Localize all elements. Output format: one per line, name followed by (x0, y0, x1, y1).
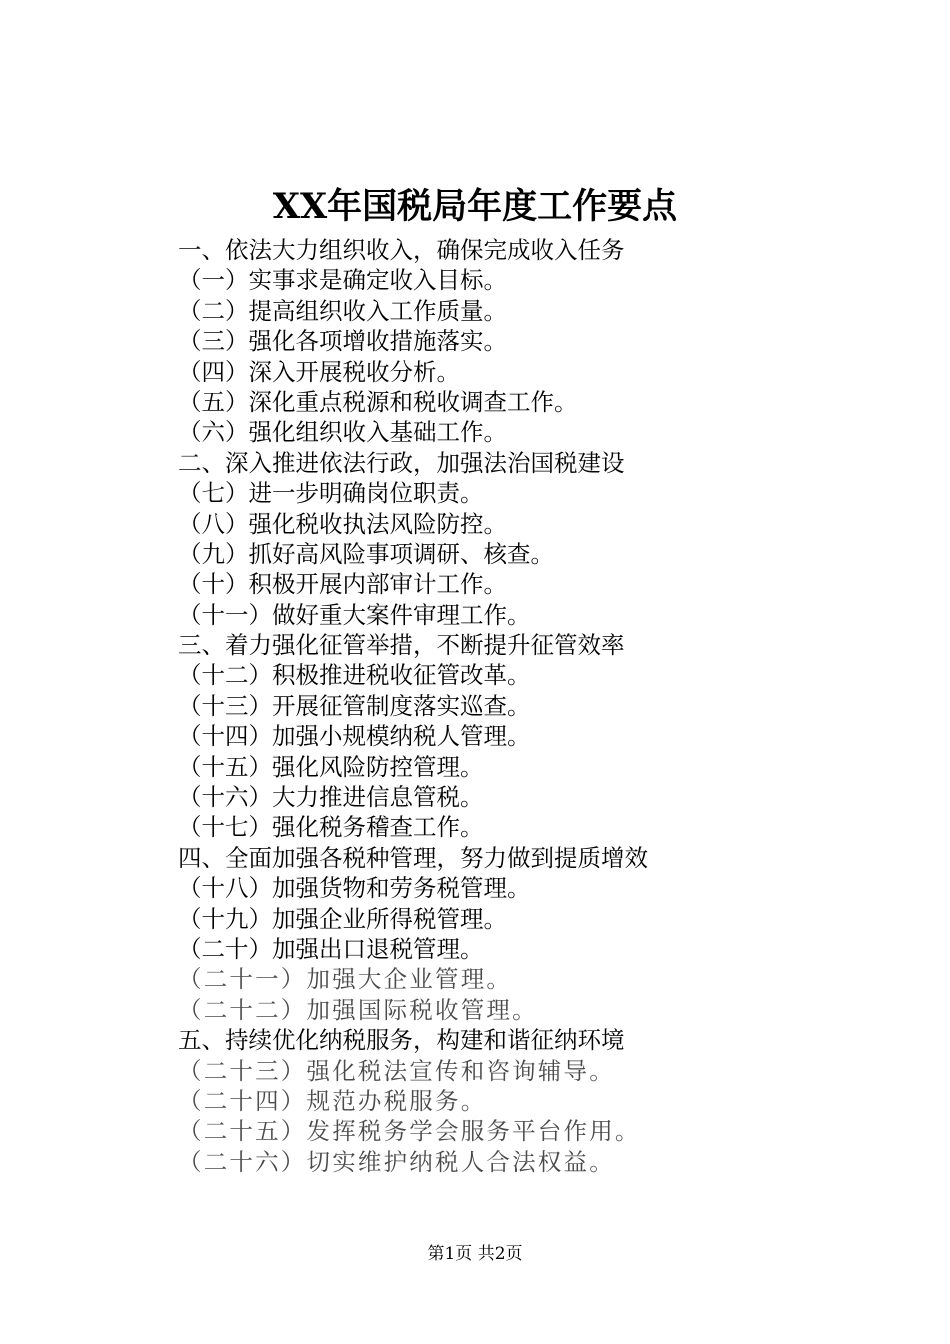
section-heading-4: 四、全面加强各税种管理，努力做到提质增效 (178, 843, 648, 872)
item-9: （九）抓好高风险事项调研、核查。 (178, 539, 554, 568)
item-25: （二十五）发挥税务学会服务平台作用。 (178, 1117, 641, 1146)
item-3: （三）强化各项增收措施落实。 (178, 327, 507, 356)
item-11: （十一）做好重大案件审理工作。 (178, 600, 531, 629)
item-12: （十二）积极推进税收征管改革。 (178, 661, 531, 690)
item-13: （十三）开展征管制度落实巡查。 (178, 691, 531, 720)
document-title: XX年国税局年度工作要点 (272, 186, 678, 227)
item-7: （七）进一步明确岗位职责。 (178, 479, 484, 508)
item-10: （十）积极开展内部审计工作。 (178, 570, 507, 599)
item-18: （十八）加强货物和劳务税管理。 (178, 874, 531, 903)
item-23: （二十三）强化税法宣传和咨询辅导。 (178, 1056, 615, 1085)
item-4: （四）深入开展税收分析。 (178, 357, 460, 386)
item-24: （二十四）规范办税服务。 (178, 1086, 487, 1115)
item-2: （二）提高组织收入工作质量。 (178, 296, 507, 325)
item-1: （一）实事求是确定收入目标。 (178, 266, 507, 295)
section-heading-3: 三、着力强化征管举措，不断提升征管效率 (178, 631, 625, 660)
section-heading-5: 五、持续优化纳税服务，构建和谐征纳环境 (178, 1026, 625, 1055)
item-6: （六）强化组织收入基础工作。 (178, 418, 507, 447)
item-15: （十五）强化风险防控管理。 (178, 752, 484, 781)
item-16: （十六）大力推进信息管税。 (178, 783, 484, 812)
item-26: （二十六）切实维护纳税人合法权益。 (178, 1147, 615, 1176)
item-20: （二十）加强出口退税管理。 (178, 934, 484, 963)
section-heading-1: 一、依法大力组织收入，确保完成收入任务 (178, 236, 625, 264)
item-8: （八）强化税收执法风险防控。 (178, 509, 507, 538)
document-body (178, 235, 738, 1177)
item-19: （十九）加强企业所得税管理。 (178, 904, 507, 933)
item-21: （二十一）加强大企业管理。 (178, 965, 513, 994)
item-17: （十七）强化税务稽查工作。 (178, 813, 484, 842)
item-5: （五）深化重点税源和税收调查工作。 (178, 387, 578, 416)
item-14: （十四）加强小规模纳税人管理。 (178, 722, 531, 751)
page-footer: 第1页 共2页 (427, 1244, 523, 1264)
section-heading-2: 二、深入推进依法行政，加强法治国税建设 (178, 448, 625, 477)
item-22: （二十二）加强国际税收管理。 (178, 995, 538, 1024)
